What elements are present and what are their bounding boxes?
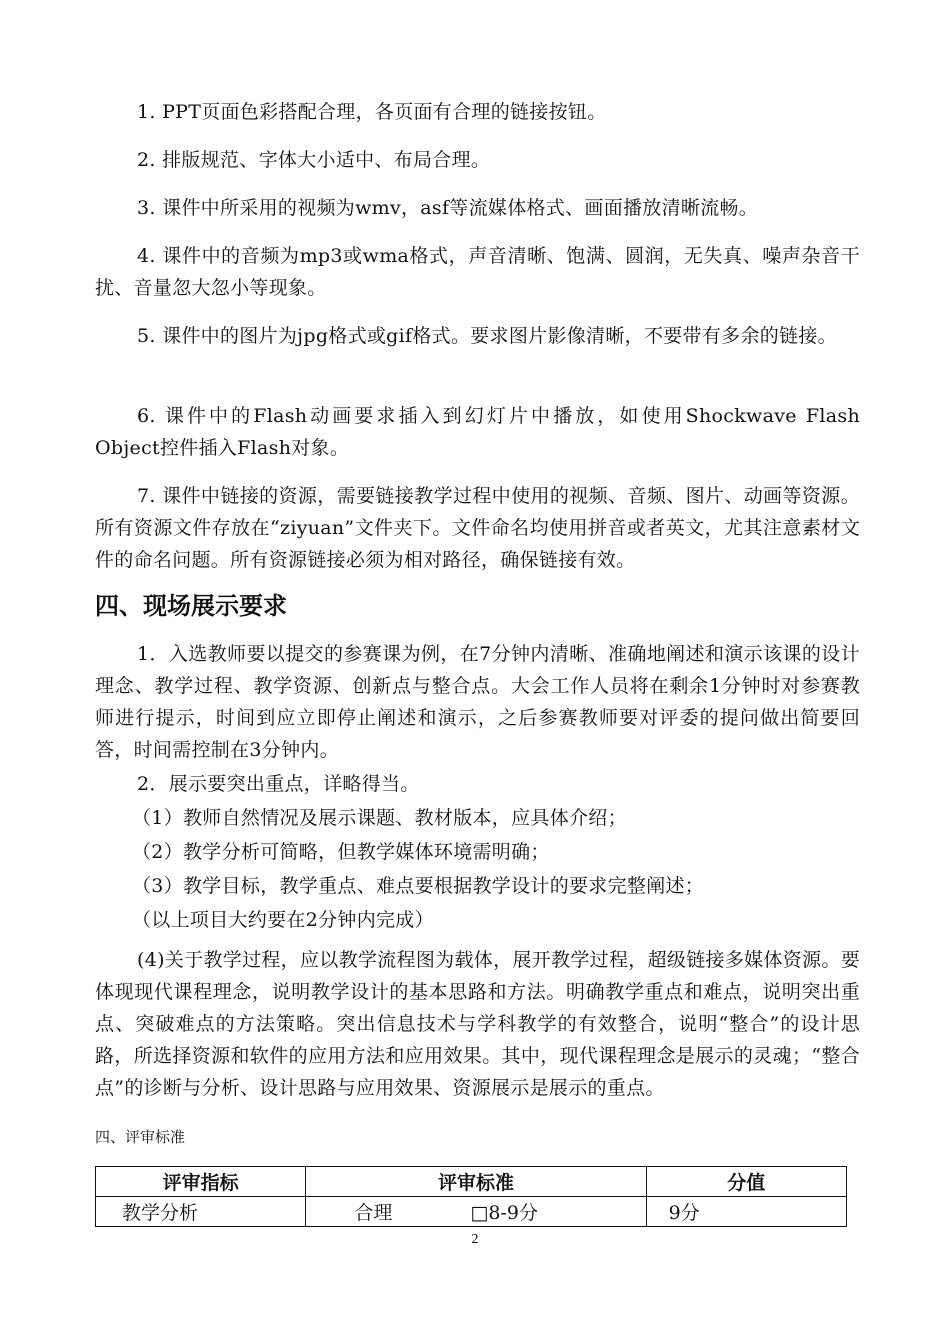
courseware-item-7: 7. 课件中链接的资源，需要链接教学过程中使用的视频、音频、图片、动画等资源。所有资源文件存放在“ziyuan”文件夹下。文件命名均使用拼音或者英文，尤其注意素材文件的命名问题。所有资源链接必须为相对路径，确保链接有效。: [95, 485, 860, 571]
display-subitem-3: （3）教学目标，教学重点、难点要根据教学设计的要求完整阐述；: [132, 875, 705, 897]
cell-score: 9分: [646, 1197, 846, 1227]
display-item-4: (4)关于教学过程，应以教学流程图为载体，展开教学过程，超级链接多媒体资源。要体现现代课程理念，说明教学设计的基本思路和方法。明确教学重点和难点，说明突出重点、突破难点的方法策略。突出信息技术与学科教学的有效整合，说明“整合”的设计思路，所选择资源和软件的应用方法和应用效果。其中，现代课程理念是展示的灵魂；“整合点”的诊断与分析、设计思路与应用效果、资源展示是展示的重点。: [95, 949, 860, 1099]
display-item-2: 2．展示要突出重点，详略得当。: [137, 773, 420, 795]
display-subitem-2: （2）教学分析可简略，但教学媒体环境需明确；: [132, 841, 550, 863]
evaluation-title: 四、评审标准: [95, 1128, 186, 1146]
standard-level: 合理: [354, 1202, 393, 1224]
evaluation-table: [95, 1166, 847, 1227]
standard-range: □8-9分: [470, 1202, 538, 1224]
courseware-item-1: 1. PPT页面色彩搭配合理，各页面有合理的链接按钮。: [137, 101, 607, 123]
courseware-item-5: 5. 课件中的图片为jpg格式或gif格式。要求图片影像清晰，不要带有多余的链接。: [137, 325, 837, 347]
courseware-item-2: 2. 排版规范、字体大小适中、布局合理。: [137, 149, 491, 171]
courseware-item-3: 3. 课件中所采用的视频为wmv，asf等流媒体格式、画面播放清晰流畅。: [137, 197, 759, 219]
section-heading: 四、现场展示要求: [95, 592, 287, 620]
display-subitem-note: （以上项目大约要在2分钟内完成）: [132, 909, 434, 931]
cell-indicator: 教学分析: [96, 1197, 306, 1227]
page-number: 2: [471, 1232, 479, 1247]
courseware-item-4: 4. 课件中的音频为mp3或wma格式，声音清晰、饱满、圆润，无失真、噪声杂音干扰、音量忽大忽小等现象。: [95, 245, 860, 299]
cell-standard: [306, 1197, 646, 1227]
header-standard: 评审标准: [306, 1167, 646, 1197]
display-subitem-1: （1）教师自然情况及展示课题、教材版本，应具体介绍；: [132, 807, 627, 829]
header-indicator: 评审指标: [96, 1167, 306, 1197]
courseware-item-6: 6. 课件中的Flash动画要求插入到幻灯片中播放，如使用Shockwave Flash Object控件插入Flash对象。: [95, 405, 860, 459]
table-row: [96, 1197, 847, 1227]
display-item-1: 1．入选教师要以提交的参赛课为例，在7分钟内清晰、准确地阐述和演示该课的设计理念、教学过程、教学资源、创新点与整合点。大会工作人员将在剩余1分钟时对参赛教师进行提示，时间到应立即停止阐述和演示，之后参赛教师要对评委的提问做出简要回答，时间需控制在3分钟内。: [95, 643, 860, 761]
header-score: 分值: [646, 1167, 846, 1197]
table-header-row: [96, 1167, 847, 1197]
